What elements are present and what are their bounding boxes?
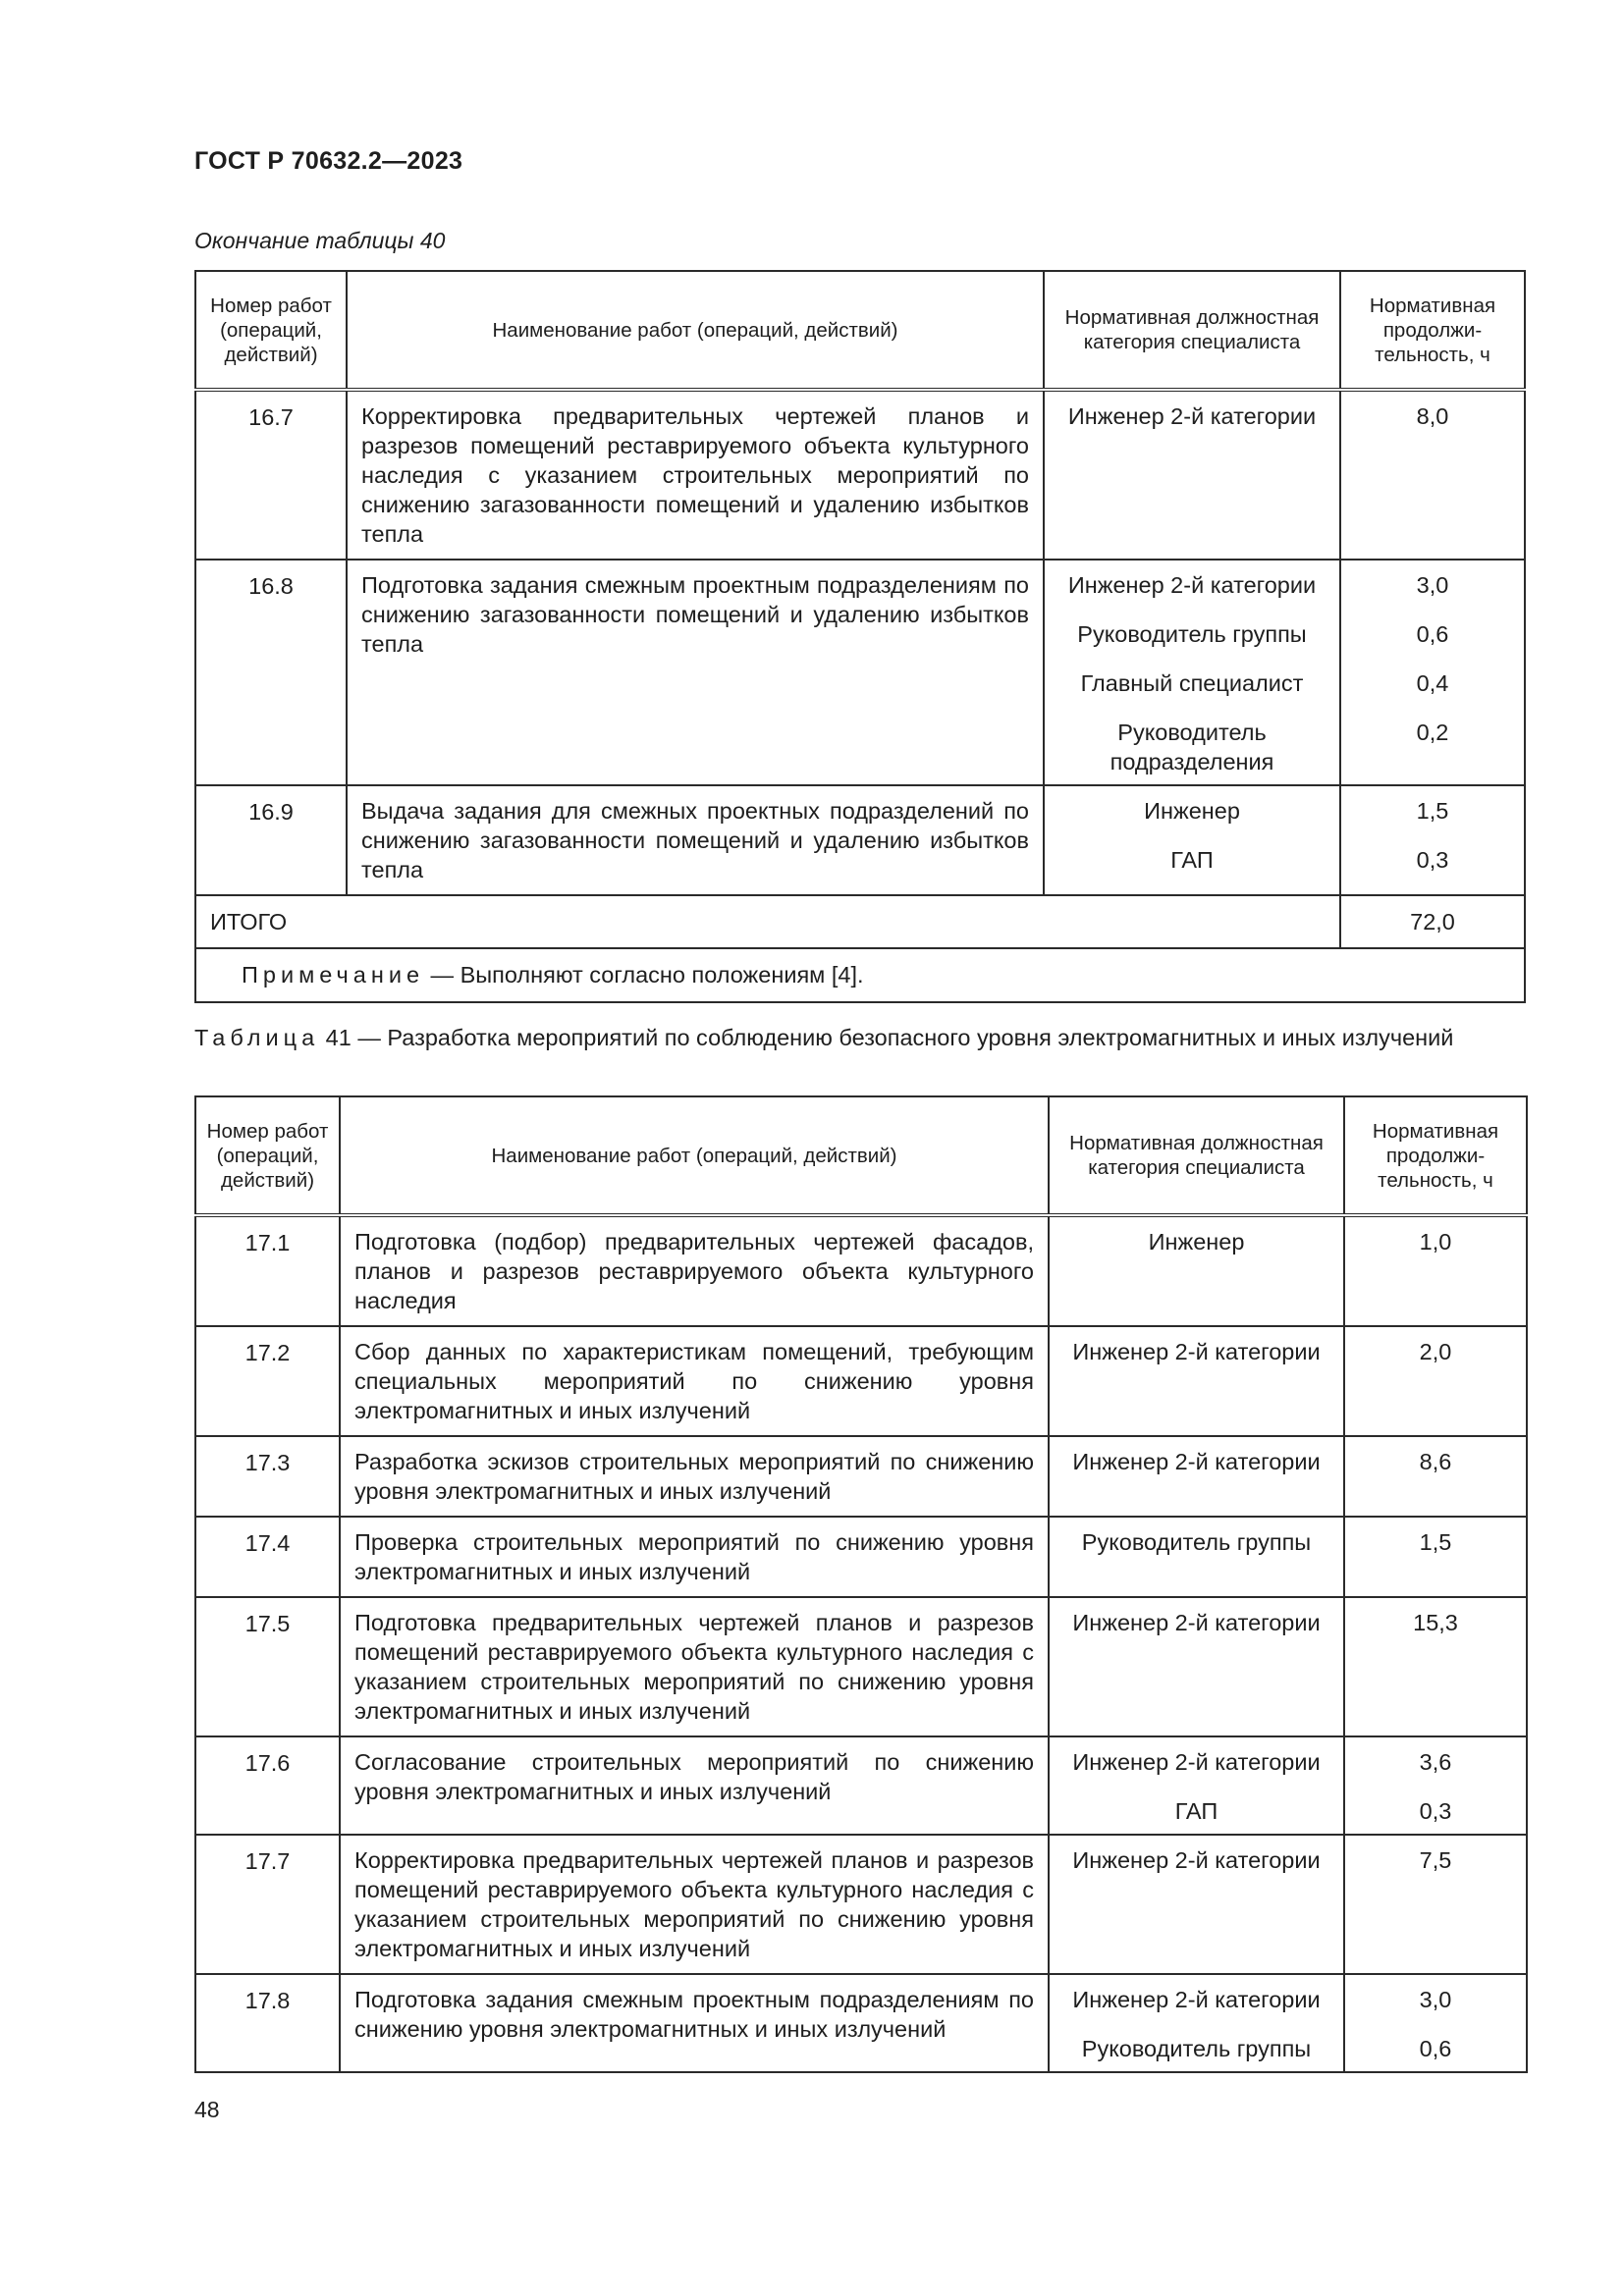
table-row (195, 1436, 1527, 1517)
work-number: 17.1 (195, 1215, 340, 1326)
specialist-category: Инженер (1144, 798, 1240, 824)
duration-cell (1344, 1436, 1527, 1517)
duration-cell (1344, 1326, 1527, 1436)
work-name: Разработка эскизов строительных мероприятий по снижению уровня электромагнитных и иных излучений (340, 1436, 1049, 1517)
duration-hours: 0,3 (1416, 847, 1449, 873)
specialist-category: Руководитель группы (1077, 621, 1307, 647)
duration-cell (1344, 1517, 1527, 1597)
column-header-number: Номер работ (операций, действий) (195, 1096, 340, 1215)
work-number: 17.8 (195, 1974, 340, 2072)
column-header-category: Нормативная должностная категория специалиста (1044, 271, 1340, 390)
column-header-number: Номер работ (операций, действий) (195, 271, 347, 390)
work-number: 17.5 (195, 1597, 340, 1736)
specialist-category-cell (1049, 1436, 1344, 1517)
work-number: 17.3 (195, 1436, 340, 1517)
duration-hours: 7,5 (1419, 1847, 1452, 1873)
column-header-name: Наименование работ (операций, действий) (340, 1096, 1049, 1215)
work-number: 16.7 (195, 390, 347, 560)
specialist-category: Руководитель группы (1081, 1529, 1312, 1555)
table-row (195, 1835, 1527, 1974)
work-number: 17.6 (195, 1736, 340, 1835)
specialist-category-cell (1049, 1326, 1344, 1436)
table-row (195, 560, 1525, 785)
table-row (195, 1736, 1527, 1835)
duration-cell (1344, 1215, 1527, 1326)
specialist-category-cell (1049, 1597, 1344, 1736)
duration-hours: 8,6 (1419, 1449, 1452, 1474)
work-name: Согласование строительных мероприятий по снижению уровня электромагнитных и иных излучений (340, 1736, 1049, 1835)
total-row (195, 895, 1525, 948)
total-label: ИТОГО (195, 895, 1340, 948)
duration-cell (1344, 1835, 1527, 1974)
work-name: Подготовка задания смежным проектным подразделениям по снижению уровня электромагнитных и иных излучений (340, 1974, 1049, 2072)
specialist-category-cell (1044, 785, 1340, 895)
duration-hours: 0,4 (1416, 670, 1449, 696)
specialist-category: Руководитель группы (1081, 2036, 1312, 2061)
table-41 (194, 1095, 1528, 2073)
duration-hours: 3,0 (1416, 572, 1449, 598)
duration-hours: 2,0 (1419, 1339, 1452, 1364)
specialist-category: ГАП (1170, 847, 1214, 873)
table-40 (194, 270, 1526, 1003)
specialist-category-cell (1049, 1835, 1344, 1974)
specialist-category: Инженер 2-й категории (1072, 1987, 1321, 2012)
duration-hours: 1,5 (1416, 798, 1449, 824)
work-name: Подготовка предварительных чертежей планов и разрезов помещений реставрируемого объекта культурного наследия с указанием строительных мероприятий по снижению уровня электромагнитных и иных излучений (340, 1597, 1049, 1736)
specialist-category: Инженер 2-й категории (1072, 1339, 1321, 1364)
table-note (195, 948, 1525, 1002)
work-number: 16.8 (195, 560, 347, 785)
specialist-category-cell (1049, 1215, 1344, 1326)
duration-hours: 0,3 (1419, 1798, 1452, 1824)
duration-cell (1344, 1974, 1527, 2072)
table-41-title-text: 41 — Разработка мероприятий по соблюдению безопасного уровня электромагнитных и иных излучений (319, 1025, 1454, 1050)
table-row (195, 390, 1525, 560)
note-row (195, 948, 1525, 1002)
total-value: 72,0 (1340, 895, 1525, 948)
specialist-category: Инженер 2-й категории (1067, 403, 1317, 429)
specialist-category: Инженер 2-й категории (1072, 1847, 1321, 1873)
work-name: Подготовка (подбор) предварительных чертежей фасадов, планов и разрезов реставрируемого объекта культурного наследия (340, 1215, 1049, 1326)
duration-hours: 3,0 (1419, 1987, 1452, 2012)
duration-cell (1344, 1597, 1527, 1736)
duration-hours: 0,6 (1419, 2036, 1452, 2061)
work-name: Проверка строительных мероприятий по снижению уровня электромагнитных и иных излучений (340, 1517, 1049, 1597)
column-header-duration: Нормативная продолжи- тельность, ч (1340, 271, 1525, 390)
table-header-row (195, 1096, 1527, 1215)
work-name: Корректировка предварительных чертежей планов и разрезов помещений реставрируемого объекта культурного наследия с указанием строительных мероприятий по снижению уровня электромагнитных и иных излучений (340, 1835, 1049, 1974)
table-41-title (194, 1023, 1524, 1052)
specialist-category: Инженер 2-й категории (1072, 1749, 1321, 1775)
work-number: 17.4 (195, 1517, 340, 1597)
table-row (195, 1215, 1527, 1326)
column-header-duration: Нормативная продолжи- тельность, ч (1344, 1096, 1527, 1215)
work-name: Выдача задания для смежных проектных подразделений по снижению загазованности помещений и удалению избытков тепла (347, 785, 1044, 895)
specialist-category: Инженер 2-й категории (1072, 1449, 1321, 1474)
duration-hours: 8,0 (1416, 403, 1449, 429)
document-code: ГОСТ Р 70632.2—2023 (194, 147, 463, 175)
specialist-category: Руководитель подразделения (1110, 720, 1274, 774)
note-label: Примечание (242, 962, 425, 988)
column-header-name: Наименование работ (операций, действий) (347, 271, 1044, 390)
specialist-category: Главный специалист (1080, 670, 1304, 696)
specialist-category-cell (1049, 1736, 1344, 1835)
specialist-category-cell (1049, 1517, 1344, 1597)
duration-cell (1344, 1736, 1527, 1835)
work-name: Сбор данных по характеристикам помещений, требующим специальных мероприятий по снижению уровня электромагнитных и иных излучений (340, 1326, 1049, 1436)
duration-hours: 1,5 (1419, 1529, 1452, 1555)
specialist-category: Инженер (1148, 1229, 1245, 1255)
work-number: 16.9 (195, 785, 347, 895)
table-row (195, 1597, 1527, 1736)
table-header-row (195, 271, 1525, 390)
duration-cell (1340, 560, 1525, 785)
note-text: — Выполняют согласно положениям [4]. (424, 962, 864, 988)
page-number: 48 (194, 2097, 220, 2122)
work-number: 17.7 (195, 1835, 340, 1974)
work-number: 17.2 (195, 1326, 340, 1436)
table-row (195, 1974, 1527, 2072)
duration-cell (1340, 390, 1525, 560)
specialist-category-cell (1044, 560, 1340, 785)
duration-hours: 1,0 (1419, 1229, 1452, 1255)
duration-hours: 0,2 (1416, 720, 1449, 745)
specialist-category: Инженер 2-й категории (1072, 1610, 1321, 1635)
specialist-category-cell (1044, 390, 1340, 560)
duration-hours: 0,6 (1416, 621, 1449, 647)
table-41-label: Таблица (194, 1025, 320, 1050)
table-row (195, 1517, 1527, 1597)
specialist-category: ГАП (1174, 1798, 1218, 1824)
duration-hours: 15,3 (1413, 1610, 1458, 1635)
duration-cell (1340, 785, 1525, 895)
work-name: Корректировка предварительных чертежей планов и разрезов помещений реставрируемого объекта культурного наследия с указанием строительных мероприятий по снижению загазованности помещений и удалению избытков тепла (347, 390, 1044, 560)
specialist-category: Инженер 2-й категории (1067, 572, 1317, 598)
specialist-category-cell (1049, 1974, 1344, 2072)
table-40-continuation-caption: Окончание таблицы 40 (194, 228, 446, 253)
duration-hours: 3,6 (1419, 1749, 1452, 1775)
column-header-category: Нормативная должностная категория специалиста (1049, 1096, 1344, 1215)
table-row (195, 1326, 1527, 1436)
work-name: Подготовка задания смежным проектным подразделениям по снижению загазованности помещений и удалению избытков тепла (347, 560, 1044, 785)
table-row (195, 785, 1525, 895)
